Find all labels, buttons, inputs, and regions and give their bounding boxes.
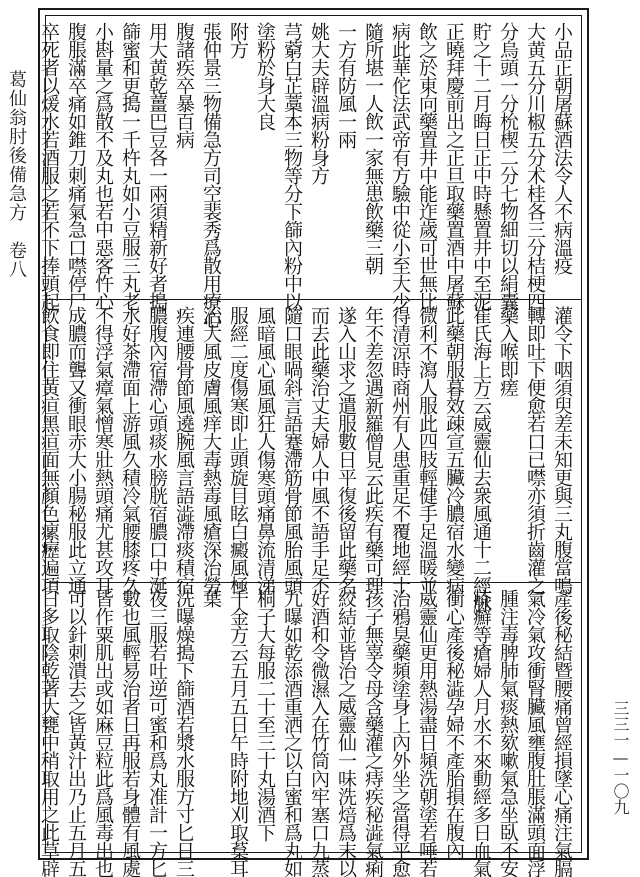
text-column: 正曉拜慶前出之正旦取藥置酒中屠蘇 — [443, 22, 465, 310]
text-column: 年不差忽遇新羅僧見云此疾有藥可理 — [362, 306, 384, 594]
text-column: 治鴉臭藥頻塗身上內外坐之當得平愈 — [389, 589, 411, 877]
column-group — [35, 306, 575, 612]
text-column: 葉 — [200, 589, 222, 607]
column-group — [35, 22, 575, 328]
column-group — [35, 589, 575, 877]
text-column: 產後秘結暨腰痛曾經損墜心痛注氣膈 — [551, 589, 573, 877]
text-column: 治大風皮膚風痒大毒熱毒風瘡深治勞 — [200, 306, 222, 594]
book-title-margin: 葛仙翁肘後備急方 卷八 — [6, 70, 27, 279]
text-column: 數也風輕易治者日再服若身體有風處 — [119, 589, 141, 877]
text-column: 腫注毒脾肺氣痰熱欬嗽氣急坐臥不安 — [497, 589, 519, 877]
text-column: 隨口眼喎斜言語蹇滯筋骨節風胎風頭 — [281, 306, 303, 594]
text-column: 張仲景三物備急方司空裴秀爲散用療心 — [200, 22, 222, 328]
text-column: 轉即吐下便愈若口已噤亦須折齒灌之 — [524, 306, 546, 594]
text-column: 皆作粟肌出或如麻豆粒此爲風毒出也 — [92, 589, 114, 877]
text-column: 此藥朝服暮效疎宣五臟冷膿宿水變病 — [443, 306, 465, 594]
text-column: 芎藭白芷藁本三物等分下篩內粉中以 — [281, 22, 303, 310]
text-panel-middle — [38, 300, 581, 612]
text-column: 成膿而聾又衝眼赤大小腸秘服此立通 — [65, 306, 87, 594]
text-column: 疥癬等瘡婦人月水不來動經多日血氣 — [470, 589, 492, 877]
text-column: 千金方云五月五日午時附地刈取葈耳 — [227, 589, 249, 877]
text-column: 孩子無辜令母含藥灌之痔疾秘澁氣痢 — [362, 589, 384, 877]
text-column: 卒死者以煖水若酒服之若不下捧頭起 — [38, 22, 60, 310]
text-column: 九曝如乾添酒重洒之以白蜜和爲丸如 — [281, 589, 303, 877]
text-column: 崔氏海上方云威靈仙去衆風通十二經脉 — [470, 306, 492, 612]
text-column: 衝心產後秘澁孕婦不產胎損在腹內 — [443, 589, 465, 859]
text-column: 姚大夫辟溫病粉身方 — [308, 22, 330, 184]
text-column: 飲食即住黃疸黑疸面無顏色瘰癧遍項 — [38, 306, 60, 594]
text-column: 風暗風心風風狂人傷寒頭痛鼻流清涕 — [254, 306, 276, 594]
page-number-margin: 三三一—一〇九 — [611, 700, 630, 815]
text-column: 病此華佗法武帝有方驗中從小至大少 — [389, 22, 411, 310]
page-frame — [38, 8, 589, 877]
text-column: 灌令下咽須臾差未知更與三丸腹當鳴 — [551, 306, 573, 594]
text-column: 一方有防風一兩 — [335, 22, 357, 148]
text-column: 遂入山求之遣服數日平復後留此藥名 — [335, 306, 357, 594]
text-column: 好酒和令微濕入在竹筒內牢塞口九蒸 — [308, 589, 330, 877]
text-column: 隨所堪一人飲一家無患飲藥三朝 — [362, 22, 384, 274]
text-column: 附方 — [227, 22, 249, 58]
text-column: 夜三服若吐逆可蜜和爲丸准計一方匕 — [146, 589, 168, 877]
text-column: 水好茶滯面上游風久積冷氣腰膝疼久 — [119, 306, 141, 594]
text-column: 膿腹內宿滯心頭痰水膀胱宿膿口中涎 — [146, 306, 168, 594]
text-column: 貯之十二月晦日正中時懸置井中至泥 — [470, 22, 492, 310]
text-column: 而去此藥治丈夫婦人中風不語手足不 — [308, 306, 330, 594]
text-column: 洗曝燥搗下篩酒若漿水服方寸匕日三 — [173, 589, 195, 877]
text-column: 藥入喉即瘥 — [497, 306, 519, 396]
text-column: 絞結並皆治之威靈仙一味洗焙爲末以 — [335, 589, 357, 877]
text-column: 氣冷氣攻衝腎臟風壅腹肚脹滿頭面浮 — [524, 589, 546, 877]
text-column: 桐子大每服二十至三十丸湯酒下 — [254, 589, 276, 841]
text-area — [38, 15, 582, 877]
text-column: 得清涼時商州有人患重足不覆地經十 — [389, 306, 411, 594]
text-panel-bottom — [38, 583, 581, 877]
text-column: 不得浮氣瘴氣憎寒壯熱頭痛尤甚攻耳 — [92, 306, 114, 594]
text-column: 用大黄乾薑巴豆各一兩須精新好者搗 — [146, 22, 168, 310]
text-column: 小品正朝屠蘇酒法令人不病溫疫 — [551, 22, 573, 274]
text-column: 分烏頭一分㭇楔二分七物細切以絹囊 — [497, 22, 519, 310]
text-column: 微利不瀉人服此四肢輕健手足溫暖並 — [416, 306, 438, 594]
text-panel-top — [38, 16, 581, 328]
text-column: 塗粉於身大良 — [254, 22, 276, 130]
text-column: 疾連腰骨節風遶腕風言語澁滯痰積宿 — [173, 306, 195, 594]
text-column: 腹諸疾卒暴百病 — [173, 22, 195, 148]
text-column: 威靈仙更用熱湯盡日頻洗朝塗若唾若 — [416, 589, 438, 877]
text-column: 日多取陰乾著大甕中稍取用之此草辟 — [38, 589, 60, 877]
text-column: 腹脹滿卒痛如錐刀刺痛氣急口噤停尸 — [65, 22, 87, 310]
text-column: 大黄五分川椒五分术桂各三分桔梗四 — [524, 22, 546, 310]
text-column: 服經二度傷寒即止頭旋目眩白癜風極 — [227, 306, 249, 594]
text-column: 篩蜜和更搗一千杵丸如小豆服三丸老 — [119, 22, 141, 310]
text-column: 小斟量之爲散不及丸也若中惡客忤心 — [92, 22, 114, 310]
text-column: 飲之於東向藥置井中能迮歲可世無比 — [416, 22, 438, 310]
text-column: 可以針刺潰去之皆黃汁出乃止五月五 — [65, 589, 87, 877]
